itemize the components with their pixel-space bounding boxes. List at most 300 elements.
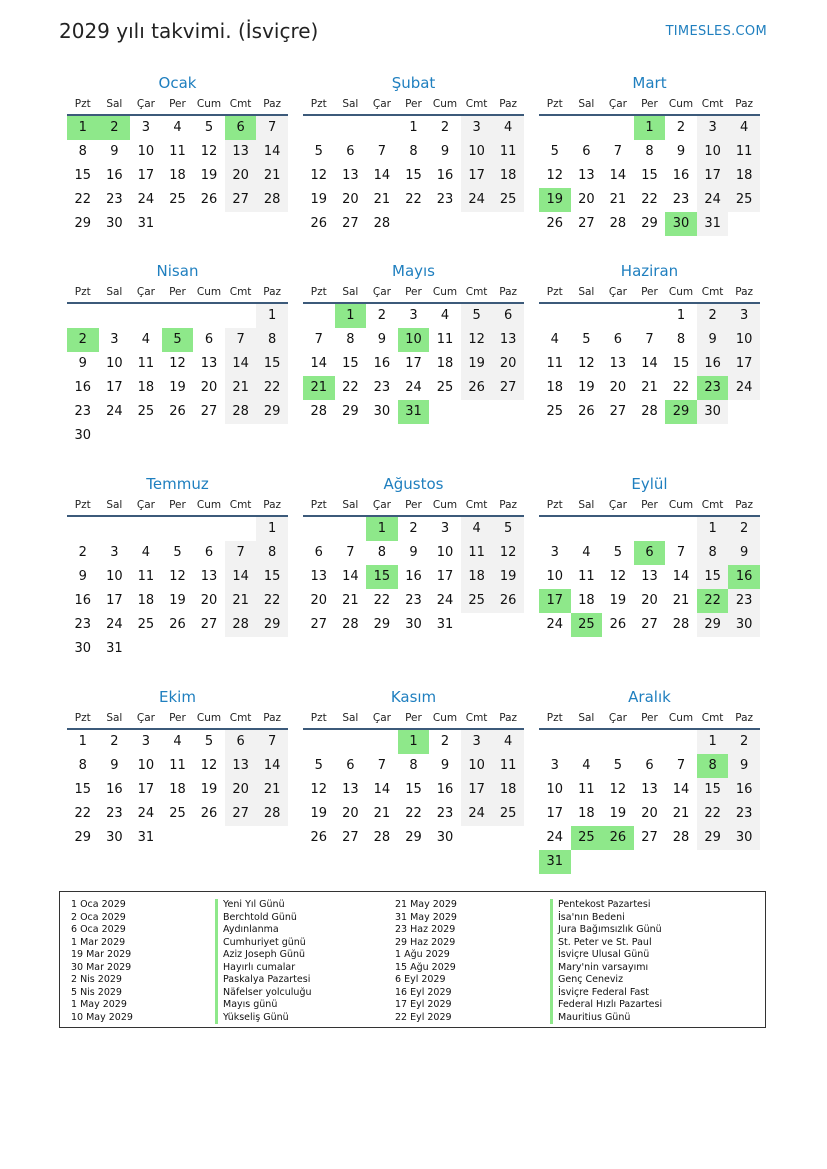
legend-holiday-name: Mary'nin varsayımı — [550, 962, 662, 975]
day-cell: 25 — [571, 826, 603, 850]
day-cell: 3 — [550, 545, 559, 560]
day-cell: 17 — [461, 164, 493, 188]
legend-holiday-name: İsviçre Ulusal Günü — [550, 949, 662, 962]
month-name: Şubat — [391, 74, 436, 92]
weekday-label: Cum — [668, 499, 694, 511]
day-cell: 16 — [672, 168, 690, 183]
day-cell: 21 — [256, 164, 288, 188]
weekday-label: Cmt — [701, 499, 724, 511]
weekday-label: Pzt — [310, 499, 327, 511]
day-cell: 25 — [436, 380, 454, 395]
empty-day-cell — [539, 730, 571, 754]
weekday-label: Cmt — [465, 98, 488, 110]
day-cell: 11 — [578, 569, 595, 584]
legend-date: 10 May 2029 — [71, 1011, 133, 1023]
day-cell: 30 — [405, 617, 422, 632]
weekday-header — [67, 708, 288, 730]
weekday-label: Paz — [735, 286, 754, 298]
weekday-label: Pzt — [546, 499, 563, 511]
day-cell: 7 — [314, 332, 323, 347]
month-aralik — [539, 686, 760, 874]
empty-day-cell — [571, 517, 603, 541]
weekday-label: Cum — [196, 98, 222, 110]
day-cell: 26 — [492, 589, 524, 613]
day-cell: 2 — [728, 730, 760, 754]
day-cell: 6 — [634, 541, 666, 565]
empty-day-cell — [634, 304, 666, 328]
day-cell: 28 — [342, 617, 359, 632]
day-cell: 23 — [106, 192, 123, 207]
weekday-label: Paz — [735, 712, 754, 724]
day-cell: 15 — [641, 168, 658, 183]
day-cell: 21 — [225, 589, 257, 613]
day-cell: 21 — [256, 778, 288, 802]
day-cell: 2 — [728, 517, 760, 541]
day-cell: 17 — [106, 593, 123, 608]
weekday-label: Per — [641, 286, 658, 298]
day-cell: 8 — [409, 144, 418, 159]
day-cell: 9 — [440, 758, 450, 773]
day-grid — [539, 517, 760, 637]
day-cell: 30 — [728, 613, 760, 637]
day-cell: 26 — [578, 404, 595, 419]
day-cell: 23 — [74, 617, 92, 632]
day-cell: 2 — [409, 521, 418, 536]
weekday-label: Paz — [499, 712, 518, 724]
empty-day-cell — [303, 116, 335, 140]
day-cell: 26 — [169, 617, 186, 632]
day-cell: 4 — [582, 545, 591, 560]
day-cell: 22 — [373, 593, 391, 608]
day-cell: 10 — [436, 545, 454, 560]
day-cell: 5 — [204, 120, 214, 135]
day-cell: 9 — [728, 754, 760, 778]
day-cell: 28 — [256, 802, 288, 826]
legend-date: 30 Mar 2029 — [71, 961, 132, 973]
day-cell: 2 — [676, 120, 686, 135]
month-name: Kasım — [390, 688, 437, 706]
empty-day-cell — [366, 730, 398, 754]
day-cell: 20 — [200, 593, 218, 608]
weekday-label: Cmt — [229, 712, 252, 724]
empty-day-cell — [193, 517, 225, 541]
day-cell: 13 — [641, 782, 658, 797]
day-cell: 4 — [492, 116, 524, 140]
day-cell: 2 — [78, 545, 87, 560]
day-cell: 1 — [409, 120, 418, 135]
day-cell: 4 — [550, 332, 559, 347]
day-cell: 14 — [310, 356, 328, 371]
day-cell: 25 — [492, 802, 524, 826]
day-cell: 7 — [256, 116, 288, 140]
weekday-label: Pzt — [546, 286, 563, 298]
month-name: Ağustos — [383, 475, 444, 493]
day-cell: 20 — [225, 778, 257, 802]
day-cell: 4 — [173, 734, 182, 749]
day-cell: 17 — [461, 778, 493, 802]
day-cell: 25 — [169, 192, 186, 207]
legend-names-col1 — [215, 899, 312, 1024]
legend-holiday-name: Pentekost Pazartesi — [550, 899, 662, 912]
day-cell: 10 — [697, 140, 729, 164]
day-cell: 8 — [676, 332, 686, 347]
empty-day-cell — [162, 517, 194, 541]
empty-day-cell — [193, 304, 225, 328]
legend-holiday-name: Paskalya Pazartesi — [215, 974, 312, 987]
month-subat — [303, 72, 524, 236]
day-cell: 6 — [346, 758, 355, 773]
day-cell: 18 — [492, 164, 524, 188]
day-cell: 12 — [609, 782, 627, 797]
day-cell: 5 — [492, 517, 524, 541]
month-mayis — [303, 260, 524, 424]
day-cell: 1 — [256, 304, 288, 328]
day-cell: 6 — [346, 144, 355, 159]
month-ocak — [67, 72, 288, 236]
weekday-label: Pzt — [546, 712, 563, 724]
empty-day-cell — [225, 517, 257, 541]
day-cell: 21 — [373, 192, 391, 207]
day-cell: 26 — [609, 617, 627, 632]
weekday-label: Pzt — [546, 98, 563, 110]
day-cell: 15 — [672, 356, 690, 371]
empty-day-cell — [99, 517, 131, 541]
day-cell: 6 — [225, 730, 257, 754]
day-cell: 26 — [310, 216, 328, 231]
day-cell: 11 — [546, 356, 564, 371]
empty-day-cell — [602, 116, 634, 140]
day-cell: 30 — [697, 400, 729, 424]
empty-day-cell — [225, 304, 257, 328]
day-cell: 21 — [225, 376, 257, 400]
day-cell: 23 — [728, 589, 760, 613]
weekday-label: Per — [641, 712, 658, 724]
day-cell: 23 — [672, 192, 690, 207]
weekday-label: Çar — [136, 286, 155, 298]
day-cell: 11 — [492, 140, 524, 164]
day-cell: 12 — [310, 168, 328, 183]
weekday-label: Paz — [735, 499, 754, 511]
legend-holiday-name: Berchtold Günü — [215, 912, 312, 925]
day-cell: 28 — [256, 188, 288, 212]
weekday-header — [67, 94, 288, 116]
empty-day-cell — [665, 517, 697, 541]
day-cell: 4 — [492, 730, 524, 754]
legend-date: 16 Eyl 2029 — [395, 986, 452, 998]
day-cell: 8 — [697, 754, 729, 778]
day-cell: 3 — [141, 120, 151, 135]
day-cell: 21 — [303, 376, 335, 400]
day-cell: 9 — [676, 144, 686, 159]
day-cell: 2 — [697, 304, 729, 328]
legend-date: 1 Ağu 2029 — [395, 949, 450, 960]
day-cell: 23 — [74, 404, 92, 419]
weekday-label: Çar — [608, 712, 627, 724]
day-cell: 1 — [697, 517, 729, 541]
month-name: Nisan — [156, 262, 199, 280]
day-cell: 22 — [74, 192, 92, 207]
empty-day-cell — [99, 304, 131, 328]
day-cell: 18 — [169, 782, 186, 797]
legend-date: 21 May 2029 — [395, 899, 457, 910]
weekday-header — [539, 495, 760, 517]
day-cell: 24 — [436, 593, 454, 608]
day-cell: 17 — [697, 164, 729, 188]
day-cell: 20 — [492, 352, 524, 376]
day-cell: 12 — [461, 328, 493, 352]
day-cell: 2 — [440, 734, 450, 749]
day-cell: 3 — [110, 332, 119, 347]
day-cell: 8 — [377, 545, 387, 560]
day-cell: 10 — [546, 569, 564, 584]
weekday-label: Sal — [106, 499, 123, 511]
day-cell: 9 — [440, 144, 450, 159]
day-cell: 10 — [106, 356, 123, 371]
day-grid — [539, 730, 760, 874]
weekday-header — [539, 708, 760, 730]
day-cell: 12 — [546, 168, 564, 183]
day-cell: 1 — [335, 304, 367, 328]
day-cell: 13 — [492, 328, 524, 352]
day-cell: 7 — [346, 545, 355, 560]
day-cell: 15 — [256, 565, 288, 589]
day-cell: 23 — [405, 593, 422, 608]
legend-holiday-name: Jura Bağımsızlık Günü — [550, 924, 662, 937]
day-cell: 25 — [461, 589, 493, 613]
day-cell: 6 — [314, 545, 323, 560]
day-cell: 30 — [665, 212, 697, 236]
legend-date: 22 Eyl 2029 — [395, 1011, 452, 1023]
brand-link[interactable]: TIMESLES.COM — [665, 24, 767, 39]
day-cell: 5 — [461, 304, 493, 328]
day-cell: 10 — [137, 144, 155, 159]
weekday-label: Pzt — [74, 499, 91, 511]
day-cell: 4 — [173, 120, 182, 135]
weekday-label: Sal — [106, 98, 123, 110]
day-cell: 20 — [200, 380, 218, 395]
day-cell: 17 — [106, 380, 123, 395]
day-cell: 16 — [106, 168, 123, 183]
legend-date: 31 May 2029 — [395, 911, 457, 923]
day-cell: 31 — [398, 400, 430, 424]
day-cell: 13 — [342, 168, 359, 183]
day-cell: 1 — [634, 116, 666, 140]
day-cell: 4 — [461, 517, 493, 541]
day-cell: 15 — [342, 356, 359, 371]
weekday-label: Per — [169, 499, 186, 511]
day-cell: 5 — [613, 758, 623, 773]
empty-day-cell — [130, 517, 162, 541]
empty-day-cell — [539, 116, 571, 140]
weekday-label: Sal — [106, 286, 123, 298]
day-cell: 9 — [377, 332, 387, 347]
day-cell: 22 — [405, 806, 422, 821]
day-cell: 12 — [310, 782, 328, 797]
day-cell: 24 — [546, 617, 564, 632]
month-name: Ekim — [159, 688, 196, 706]
day-cell: 6 — [613, 332, 623, 347]
weekday-label: Cum — [196, 712, 222, 724]
day-cell: 20 — [578, 192, 595, 207]
legend-holiday-name: Näfelser yolculuğu — [215, 987, 312, 1000]
day-cell: 19 — [169, 380, 186, 395]
day-cell: 12 — [200, 144, 218, 159]
day-cell: 27 — [225, 188, 257, 212]
day-cell: 4 — [582, 758, 591, 773]
weekday-label: Çar — [608, 98, 627, 110]
weekday-header — [67, 282, 288, 304]
empty-day-cell — [335, 517, 367, 541]
weekday-label: Cmt — [229, 286, 252, 298]
day-cell: 6 — [645, 758, 654, 773]
day-cell: 7 — [225, 541, 257, 565]
empty-day-cell — [303, 517, 335, 541]
day-cell: 10 — [546, 782, 564, 797]
weekday-header — [303, 94, 524, 116]
day-cell: 11 — [578, 782, 595, 797]
weekday-label: Sal — [106, 712, 123, 724]
day-cell: 12 — [169, 569, 186, 584]
day-cell: 18 — [728, 164, 760, 188]
day-cell: 22 — [256, 376, 288, 400]
month-name: Eylül — [631, 475, 668, 493]
weekday-label: Pzt — [310, 712, 327, 724]
day-cell: 14 — [373, 782, 391, 797]
empty-day-cell — [162, 304, 194, 328]
weekday-label: Sal — [578, 712, 595, 724]
day-cell: 29 — [697, 826, 729, 850]
legend-dates-col1 — [71, 899, 133, 1024]
weekday-label: Çar — [608, 499, 627, 511]
weekday-label: Paz — [263, 286, 282, 298]
day-cell: 29 — [74, 216, 92, 231]
day-cell: 23 — [373, 380, 391, 395]
day-cell: 27 — [200, 404, 218, 419]
day-cell: 17 — [405, 356, 422, 371]
day-cell: 19 — [539, 188, 571, 212]
day-cell: 22 — [697, 589, 729, 613]
day-cell: 19 — [200, 782, 218, 797]
weekday-label: Paz — [263, 98, 282, 110]
month-name: Ocak — [158, 74, 197, 92]
weekday-label: Cmt — [701, 286, 724, 298]
day-cell: 9 — [78, 356, 87, 371]
page-title: 2029 yılı takvimi. (İsviçre) — [59, 19, 319, 43]
day-cell: 14 — [672, 782, 690, 797]
day-cell: 3 — [110, 545, 119, 560]
day-cell: 22 — [342, 380, 359, 395]
day-cell: 8 — [346, 332, 355, 347]
day-cell: 3 — [141, 734, 151, 749]
day-cell: 1 — [256, 517, 288, 541]
day-cell: 29 — [256, 613, 288, 637]
weekday-label: Paz — [263, 712, 282, 724]
day-cell: 22 — [405, 192, 422, 207]
day-cell: 27 — [225, 802, 257, 826]
day-cell: 13 — [225, 754, 257, 778]
month-name: Mayıs — [392, 262, 435, 280]
day-cell: 8 — [645, 144, 654, 159]
day-cell: 14 — [342, 569, 359, 584]
day-cell: 30 — [436, 830, 454, 845]
weekday-label: Sal — [578, 98, 595, 110]
weekday-label: Paz — [499, 499, 518, 511]
month-name: Haziran — [620, 262, 679, 280]
day-cell: 31 — [137, 830, 155, 845]
legend-holiday-name: Yükseliş Günü — [215, 1012, 312, 1025]
day-cell: 24 — [137, 806, 155, 821]
day-cell: 31 — [106, 641, 123, 656]
day-cell: 28 — [373, 830, 391, 845]
day-cell: 15 — [74, 782, 92, 797]
weekday-label: Cum — [432, 98, 458, 110]
day-cell: 29 — [641, 216, 658, 231]
month-agustos — [303, 473, 524, 637]
empty-day-cell — [602, 517, 634, 541]
day-cell: 7 — [225, 328, 257, 352]
weekday-label: Sal — [578, 286, 595, 298]
day-cell: 20 — [225, 164, 257, 188]
day-cell: 13 — [609, 356, 627, 371]
day-cell: 18 — [169, 168, 186, 183]
month-mart — [539, 72, 760, 236]
weekday-header — [303, 282, 524, 304]
day-cell: 1 — [78, 734, 87, 749]
weekday-label: Pzt — [310, 286, 327, 298]
day-cell: 12 — [169, 356, 186, 371]
weekday-header — [539, 94, 760, 116]
weekday-label: Cmt — [465, 286, 488, 298]
day-cell: 22 — [672, 380, 690, 395]
legend-names-col2 — [550, 899, 662, 1024]
day-cell: 27 — [200, 617, 218, 632]
day-cell: 16 — [436, 782, 454, 797]
day-cell: 14 — [256, 140, 288, 164]
day-cell: 30 — [728, 826, 760, 850]
day-cell: 14 — [609, 168, 627, 183]
day-cell: 20 — [641, 806, 658, 821]
weekday-label: Pzt — [74, 286, 91, 298]
weekday-label: Per — [641, 499, 658, 511]
month-haziran — [539, 260, 760, 424]
day-cell: 29 — [256, 400, 288, 424]
empty-day-cell — [67, 517, 99, 541]
legend-holiday-name: St. Peter ve St. Paul — [550, 937, 662, 950]
day-cell: 21 — [373, 806, 391, 821]
day-cell: 27 — [641, 830, 658, 845]
day-cell: 27 — [578, 216, 595, 231]
day-cell: 11 — [137, 569, 155, 584]
day-cell: 6 — [492, 304, 524, 328]
empty-day-cell — [602, 304, 634, 328]
day-cell: 16 — [697, 352, 729, 376]
day-grid — [303, 116, 524, 236]
day-cell: 3 — [697, 116, 729, 140]
day-cell: 6 — [225, 116, 257, 140]
legend-date: 2 Oca 2029 — [71, 911, 126, 923]
empty-day-cell — [634, 730, 666, 754]
day-cell: 29 — [373, 617, 391, 632]
day-cell: 24 — [137, 192, 155, 207]
legend-holiday-name: Aziz Joseph Günü — [215, 949, 312, 962]
day-cell: 5 — [162, 328, 194, 352]
day-cell: 26 — [602, 826, 634, 850]
day-cell: 22 — [697, 802, 729, 826]
day-cell: 30 — [74, 641, 92, 656]
day-cell: 16 — [74, 380, 92, 395]
weekday-label: Cmt — [229, 98, 252, 110]
weekday-label: Cum — [432, 712, 458, 724]
